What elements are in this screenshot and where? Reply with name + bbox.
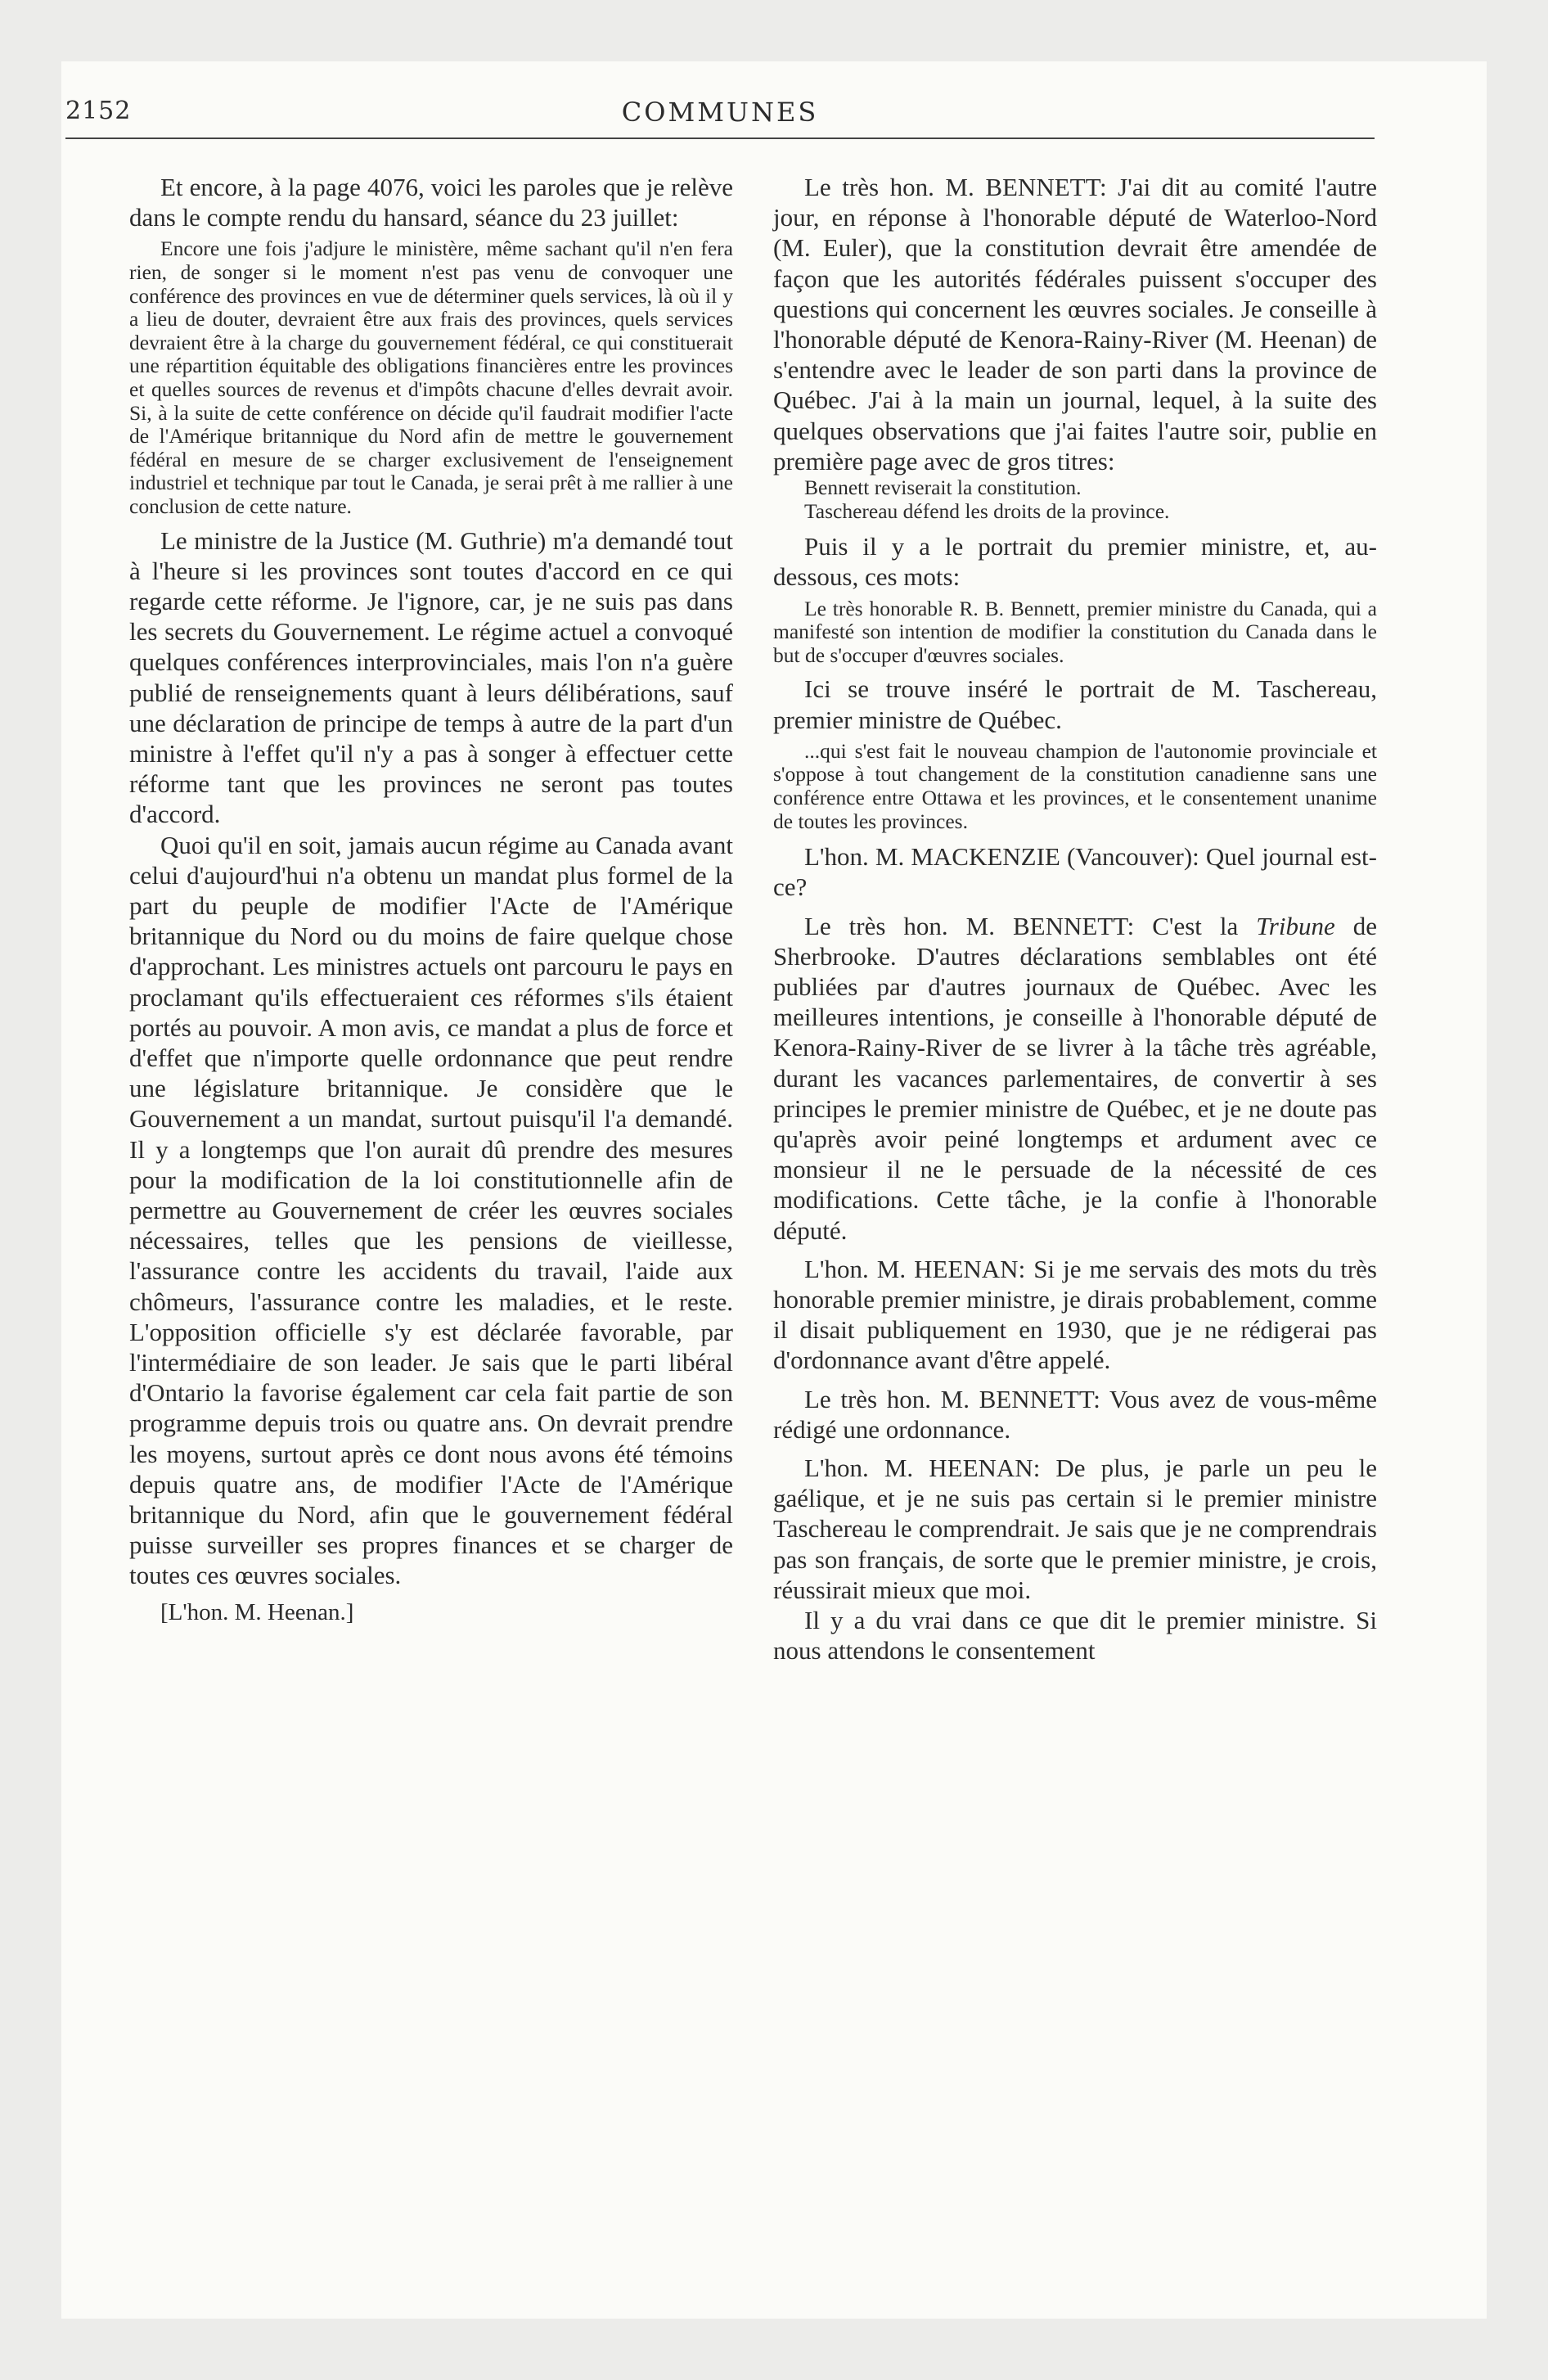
- right-column: [773, 172, 1377, 1666]
- left-column: [129, 172, 733, 1628]
- text-run: Le très hon. M. BENNETT: C'est la: [804, 911, 1257, 940]
- paragraph: [773, 911, 1377, 1246]
- paragraph: Le ministre de la Justice (M. Guthrie) m'a demandé tout à l'heure si les provinces sont toutes d'accord en ce qui regarde cette réforme. Je l'ignore, car, je ne suis pas dans les secrets du Gouvernement. Le régime actuel a convoqué quelques conférences interprovinciales, mais l'on n'a guère publié de renseignements quant à leurs délibérations, sauf une déclaration de principe de temps à autre de la part d'un ministre à l'effet qu'il n'y a pas à songer à effectuer cette réforme tant que les provinces ne seront pas toutes d'accord.: [129, 525, 733, 829]
- paragraph: L'hon. M. HEENAN: De plus, je parle un peu le gaélique, et je ne suis pas certain si le premier ministre Taschereau le comprendrait. Je sais que je ne comprendrais pas son français, de sorte que le premier ministre, je crois, réussirait mieux que moi.: [773, 1454, 1377, 1604]
- page-number: 2152: [65, 97, 132, 125]
- quotation: Encore une fois j'adjure le ministère, même sachant qu'il n'en fera rien, de songer si le moment n'est pas venu de convoquer une conférence des provinces en vue de déterminer quels services, là où il y a lieu de douter, devraient être aux frais des provinces, quels services devraient être à la charge du gouvernement fédéral, ce qui constituerait une répartition équitable des obligations financières entre les provinces et quelles sources de revenus et d'impôts chacune d'elles devrait avoir. Si, à la suite de cette conférence on décide qu'il faudrait modifier l'acte de l'Amérique britannique du Nord afin de mettre le gouvernement fédéral en mesure de se charger exclusivement de l'enseignement industriel et technique par tout le Canada, je serai prêt à me rallier à une conclusion de cette nature.: [129, 237, 733, 518]
- newspaper-title: Tribune: [1256, 911, 1335, 940]
- quotation: ...qui s'est fait le nouveau champion de l'autonomie provinciale et s'oppose à tout changement de la constitution canadienne sans une conférence entre Ottawa et les provinces, et le consentement unanime de toutes les provinces.: [773, 738, 1377, 833]
- paragraph: Puis il y a le portrait du premier ministre, et, au-dessous, ces mots:: [773, 532, 1377, 592]
- paragraph: Il y a du vrai dans ce que dit le premier ministre. Si nous attendons le consentement: [773, 1606, 1377, 1666]
- paragraph: Le très hon. M. BENNETT: J'ai dit au comité l'autre jour, en réponse à l'honorable député de Waterloo-Nord (M. Euler), que la constitution devrait être amendée de façon que les autorités fédérales puissent s'occuper des questions qui concernent les œuvres sociales. Je conseille à l'honorable député de Kenora-Rainy-River (M. Heenan) de s'entendre avec le leader de son parti dans la province de Québec. J'ai à la main un journal, lequel, à la suite des quelques observations que j'ai faites l'autre soir, publie en première page avec de gros titres:: [773, 173, 1377, 476]
- newspaper-headline: Bennett reviserait la constitution.: [804, 476, 1082, 500]
- paragraph: Le très hon. M. BENNETT: Vous avez de vous-même rédigé une ordonnance.: [773, 1384, 1377, 1444]
- quotation: Le très honorable R. B. Bennett, premier ministre du Canada, qui a manifesté son intention de modifier la constitution du Canada dans le but de s'occuper d'œuvres sociales.: [773, 596, 1377, 667]
- newspaper-headline: Taschereau défend les droits de la province.: [804, 498, 1170, 523]
- page-header: [65, 97, 1375, 139]
- paragraph: L'hon. M. HEENAN: Si je me servais des mots du très honorable premier ministre, je dirais probablement, comme il disait publiquement en 1930, que je ne rédigerai pas d'ordonnance avant d'être appelé.: [773, 1254, 1377, 1375]
- text-run: de Sherbrooke. D'autres déclarations semblables ont été publiées par d'autres journaux de Québec. Avec les meilleures intentions, je conseille à l'honorable député de Kenora-Rainy-River de se livrer à la tâche très agréable, durant les vacances parlementaires, de convertir à ses principes le premier ministre de Québec, et je ne doute pas qu'après avoir peiné longtemps et ardument avec ce monsieur il ne le persuade de la nécessité de ces modifications. Cette tâche, je la confie à l'honorable député.: [773, 911, 1377, 1245]
- running-head: COMMUNES: [621, 97, 819, 128]
- paragraph: Ici se trouve inséré le portrait de M. Taschereau, premier ministre de Québec.: [773, 674, 1377, 734]
- paragraph: Et encore, à la page 4076, voici les paroles que je relève dans le compte rendu du hansard, séance du 23 juillet:: [129, 173, 733, 232]
- speaker-attribution: [L'hon. M. Heenan.]: [160, 1598, 354, 1625]
- paragraph: L'hon. M. MACKENZIE (Vancouver): Quel journal est-ce?: [773, 842, 1377, 902]
- paragraph: Quoi qu'il en soit, jamais aucun régime au Canada avant celui d'aujourd'hui n'a obtenu un mandat plus formel de la part du peuple de modifier l'Acte de l'Amérique britannique du Nord ou du moins de faire quelque chose d'approchant. Les ministres actuels ont parcouru le pays en proclamant qu'ils effectueraient ces réformes s'ils étaient portés au pouvoir. A mon avis, ce mandat a plus de force et d'effet que n'importe quelle ordonnance que peut rendre une législature britannique. Je considère que le Gouvernement a un mandat, surtout puisqu'il l'a demandé. Il y a longtemps que l'on aurait dû prendre des mesures pour la modification de la loi constitutionnelle afin de permettre au Gouvernement de créer les œuvres sociales nécessaires, telles que les pensions de vieillesse, l'assurance contre les accidents du travail, l'aide aux chômeurs, l'assurance contre les maladies, et le reste. L'opposition officielle s'y est déclarée favorable, par l'intermédiaire de son leader. Je sais que le parti libéral d'Ontario la favorise également car cela fait partie de son programme depuis trois ou quatre ans. On devrait prendre les moyens, surtout après ce dont nous avons été témoins depuis quatre ans, de modifier l'Acte de l'Amérique britannique du Nord, afin que le gouvernement fédéral puisse surveiller ses propres finances et se charger de toutes ces œuvres sociales.: [129, 830, 733, 1590]
